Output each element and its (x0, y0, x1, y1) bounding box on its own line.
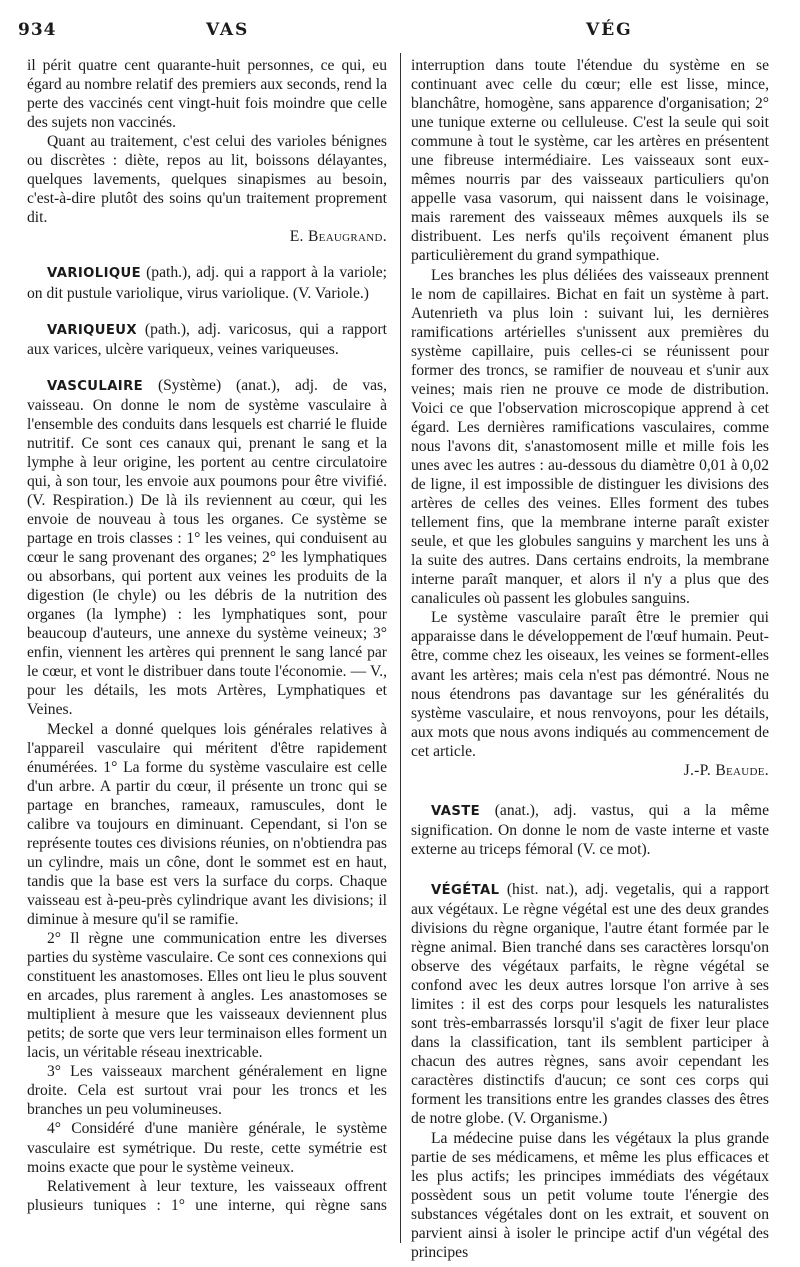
signature-name: Beaude. (715, 761, 769, 779)
signature-beaugrand (27, 227, 387, 246)
vasculaire-texture: Relativement à leur texture, les vaisseaux offrent plusieurs tuniques : 1° une interne, qui règne sans (27, 1177, 387, 1214)
signature-beaude (411, 761, 769, 780)
entry-headword: VARIQUEUX (47, 322, 137, 338)
signature-name: Beaugrand. (307, 228, 387, 246)
vasculaire-meckel-laws: Meckel a donné quelques lois générales relatives à l'appareil vasculaire qui méritent d'être rapidement énumérées. 1° La forme du système vasculaire est celle d'un arbre. A partir du cœur, il présente un tronc qui se partage en branches, rameaux, ramuscules, dont le calibre va toujours en diminuant. Cependant, si l'on se représente toutes ces divisions réunies, on n'obtiendra pas un cylindre, mais un cône, dont le sommet est en haut, tandis que la base est vers la surface du corps. Chaque vaisseau est à-peu-près cylindrique avant les divisions; il diminue à mesure qu'il se ramifie. (27, 720, 387, 928)
entry-headword: VASCULAIRE (47, 378, 144, 394)
entry-variqueux (27, 320, 387, 359)
entry-text: (hist. nat.), adj. vegetalis, qui a rapport aux végétaux. Le règne végétal est une des deux grandes divisions du règne organique, l'autre étant formée par le règne animal. Bien tranché dans ses caractères lorsqu'on observe des végétaux parfaits, le règne végétal se confond avec les deux autres lorsque l'on arrive à ses limites : il est des corps pour lesquels les naturalistes sont très-embarrassés lorsqu'il s'agit de fixer leur place dans la classification, tant ils semblent participer à chacun des autres règnes, sans avoir cependant les caractères distinctifs d'aucun; ce sont ces corps qui forment les transitions entre les grandes classes des êtres de notre globe. (V. Organisme.) (411, 880, 770, 1128)
signature-initial: J.-P. (683, 761, 712, 779)
right-column (411, 56, 769, 1262)
variole-continuation: il périt quatre cent quarante-huit personnes, ce qui, eu égard au nombre relatif des premiers aux seconds, rend la perte des vaccinés cent vingt-huit fois moindre que celle des sujets non vaccinés. (27, 57, 387, 132)
entry-text: (anat.), adj. vastus, qui a la même signification. On donne le nom de vaste interne et vaste externe au triceps fémoral (V. ce mot). (411, 801, 769, 858)
running-head-right: VÉG (586, 20, 633, 40)
vasculaire-law-4: 4° Considéré d'une manière générale, le système vasculaire est symétrique. Du reste, cette symétrie est moins exacte que pour le système veineux. (27, 1120, 387, 1176)
entry-vegetal (411, 880, 769, 1129)
entry-headword: VASTE (431, 803, 481, 819)
vasculaire-continuation: interruption dans toute l'étendue du système en se continuant avec celle du cœur; elle est lisse, mince, blanchâtre, homogène, sans apparence d'organisation; 2° une tunique externe ou celluleuse. C'est la seule qui soit commune à tout le système, car les artères en présentent une fibreuse intermédiaire. Les vaisseaux sont eux-mêmes nourris par des vaisseaux particuliers qu'on appelle vasa vasorum, qui naissent dans le voisinage, mais rarement des vaisseaux mêmes auxquels ils se distribuent. Les nerfs qu'ils reçoivent émanent plus particulièrement du grand sympathique. (411, 57, 769, 265)
entry-variolique (27, 263, 387, 302)
variole-treatment: Quant au traitement, c'est celui des varioles bénignes ou discrètes : diète, repos au lit, boissons délayantes, quelques lavements, quelques sinapismes au besoin, c'est-à-dire plutôt des soins qu'un traitement proprement dit. (27, 133, 387, 227)
entry-vasculaire (27, 376, 387, 720)
page-header (18, 20, 770, 50)
left-column (27, 56, 387, 1215)
entry-vaste (411, 801, 769, 859)
vasculaire-law-2: 2° Il règne une communication entre les diverses parties du système vasculaire. Ce sont ces connexions qui constituent les anastomoses. Elles ont lieu le plus souvent en arcades, plus rarement à angles. Les anastomoses se multiplient à mesure que les vaisseaux deviennent plus petits; de sorte que vers leur terminaison elles forment un lacis, un véritable réseau inextricable. (27, 930, 387, 1062)
entry-headword: VARIOLIQUE (47, 266, 142, 282)
vasculaire-development: Le système vasculaire paraît être le premier qui apparaisse dans le développement de l'œuf humain. Peut-être, comme chez les oiseaux, les veines se forment-elles avant les artères; mais cela n'est pas démontré. Nous ne nous étendrons pas davantage sur les généralités du système vasculaire, et nous renvoyons, pour les détails, aux mots que nous avons indiqués au commencement de cet article. (411, 609, 769, 760)
column-divider (400, 53, 401, 1243)
vasculaire-capillaires: Les branches les plus déliées des vaisseaux prennent le nom de capillaires. Bichat en fait un système à part. Autenrieth va plus loin : suivant lui, les dernières ramifications artérielles s'unissent aux premières du système capillaire, puis celles-ci se réunissent pour former des troncs, se ramifier de nouveau et s'unir aux veines; mais rien ne prouve ce mode de distribution. Voici ce que l'observation microscopique apprend à cet égard. Les dernières ramifications vasculaires, comme nous l'avons dit, s'anastomosent mille et mille fois les unes avec les autres : au-dessous du diamètre 0,01 à 0,02 de ligne, il est impossible de distinguer les divisions des artères de celles des veines. Elles forment des tubes tellement fins, que la membrane interne paraît exister seule, et que les globules sanguins y marchent les uns à la suite des autres. Dans certains endroits, la membrane interne paraît manquer, et alors il n'y a plus que des canalicules où passent les globules sanguins. (411, 266, 769, 608)
page-number: 934 (18, 20, 57, 40)
entry-headword: VÉGÉTAL (431, 882, 500, 898)
signature-initial: E. (289, 228, 304, 246)
running-head-left: VAS (206, 20, 250, 40)
entry-text: (path.), adj. qui a rapport à la variole; on dit pustule variolique, virus variolique. (V. Variole.) (27, 264, 387, 302)
vegetal-medicine: La médecine puise dans les végétaux la plus grande partie de ses médicamens, et même les plus efficaces et les plus actifs; les principes immédiats des végétaux possèdent sous un petit volume toute l'énergie des substances végétales dont on les extrait, et souvent on parvient ainsi à isoler le principe actif d'un végétal des principes (411, 1129, 769, 1261)
entry-text: (path.), adj. varicosus, qui a rapport aux varices, ulcère variqueux, veines variqueuses. (27, 320, 387, 358)
entry-text: (Système) (anat.), adj. de vas, vaisseau. On donne le nom de système vasculaire à l'ensemble des conduits dans lesquels est charrié le fluide nutritif. Ce sont ces canaux qui, prenant le sang et la lymphe à leur origine, les portent au centre circulatoire qui, à son tour, les envoie aux poumons pour être vivifié. (V. Respiration.) De là ils reviennent au cœur, qui les envoie de nouveau à tous les organes. Ce système se partage en trois classes : 1° les veines, qui conduisent au cœur le sang provenant des organes; 2° les lymphatiques ou absorbans, qui portent aux veines les produits de la digestion (le chyle) ou les débris de la nutrition des organes (la lymphe) : les lymphatiques sont, pour beaucoup d'auteurs, une annexe du système veineux; 3° enfin, viennent les artères qui prennent le sang lancé par le cœur, et vont le distribuer dans toute l'économie. — V., pour les détails, les mots Artères, Lymphatiques et Veines. (27, 376, 388, 719)
vasculaire-law-3: 3° Les vaisseaux marchent généralement en ligne droite. Cela est surtout vrai pour les troncs et les branches un peu volumineuses. (27, 1063, 387, 1119)
